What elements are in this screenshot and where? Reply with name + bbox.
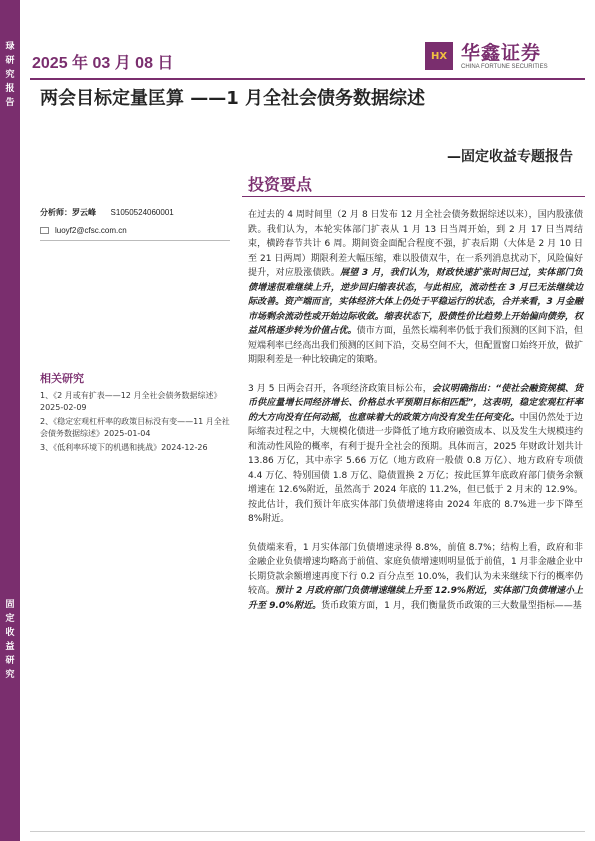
related-heading: 相关研究 [40, 372, 84, 385]
related-item[interactable]: 1、《2 月或有扩表——12 月全社会债务数据综述》2025-02-09 [40, 391, 222, 412]
sidebar-bottom-text: 固 定 收 益 研 究 [5, 600, 15, 680]
section-divider [242, 196, 585, 197]
related-item[interactable]: 2、《稳定宏观杠杆率的政策目标没有变——11 月全社会债务数据综述》2025-01-04 [40, 417, 230, 438]
report-title: 两会目标定量匡算 ——1 月全社会债务数据综述 [40, 88, 426, 109]
paragraph-1: 在过去的 4 周时间里（2 月 8 日发布 12 月全社会债务数据综述以来），国内股涨债跌。我们认为，本轮实体部门扩表从 1 月 13 日当周开始，到 2 月 17 日当周结束，横跨春节共计 6 周。期间资金面配合程度不强，扩表后期（大体是 2 月 10 日至 21 日两周）期限利差大幅压缩，难以股债双牛，在一系列消息扰动下，风险偏好提升，对应股涨债跌。展望 3 月，我们认为，财政快速扩张时间已过，实体部门负债增速很难继续上升，逆步回归缩表状态，与此相应，流动性在 3 月已无法继续边际改善。资产端而言，实体经济大体上仍处于平稳运行的状态，合并来看，3 月金融市场剩余流动性或开始边际收敛。缩表状态下，股债性价比趋势上开始偏向债券，权益风格逐步转为价值占优。债市方面，虽然长端利率仍低于我们预测的区间下沿，但短端利率已经高出我们预测的区间下沿，交易空间不大，但配置窗口始终开放，做扩期限利差是一种比较确定的策略。 [248, 210, 583, 365]
body-text [248, 208, 583, 627]
logo-mark-icon: HX [425, 42, 453, 70]
email-icon [40, 227, 49, 234]
logo-name-en: CHINA FORTUNE SECURITIES [461, 64, 548, 70]
analyst-divider [40, 240, 230, 241]
company-logo [425, 38, 585, 78]
left-sidebar [0, 0, 20, 841]
section-heading: 投资要点 [248, 175, 313, 194]
paragraph-3: 负债端来看，1 月实体部门负债增速录得 8.8%，前值 8.7%；结构上看，政府和非金融企业负债增速均略高于前值、家庭负债增速则明显低于前值，1 月非金融企业中长期贷款余额增速再度下行 0.2 百分点至 10.0%，我们认为未来继续下行的概率仍较高。预计 2 月政府部门负债增速继续上升至 12.9%附近，实体部门负债增速小上升至 9.0%附近。货币政策方面，1 月，我们衡量货币政策的三大数量型指标——基 [248, 542, 583, 611]
analyst-name: 分析师：罗云峰 [40, 208, 96, 217]
report-subtitle: —固定收益专题报告 [447, 149, 573, 165]
related-research [40, 370, 235, 456]
footer-divider [30, 831, 585, 832]
related-item[interactable]: 3、《低利率环境下的机遇和挑战》2024-12-26 [40, 443, 208, 452]
sidebar-top-text: 琭 研 究 报 告 [5, 42, 15, 108]
paragraph-2: 3 月 5 日两会召开，各项经济政策目标公布，会议明确指出：“使社会融资规模、货币供应量增长同经济增长、价格总水平预期目标相匹配”，这表明，稳定宏观杠杆率的大方向没有任何动摇，也意味着大的政策方向没有发生任何变化。中国仍然处于边际缩表过程之中，大规模化债进一步降低了地方政府融资成本、以及发生大规模违约和流动性风险的概率，有利于提升全社会的预期。具体而言，2025 年财政计划共计 13.86 万亿，其中赤字 5.66 万亿（地方政府一般债 0.8 万亿）、地方政府专项债 4.4 万亿、特别国债 1.8 万亿、隐债置换 2 万亿；按此匡算年底政府部门债务余额增速在 12.6%附近，虽然高于 2024 年底的 11.2%，但已低于 2 月末的 12.9%。按此估计，我们预计年底实体部门负债增速将由 2024 年底的 8.7%进一步下降至 8%附近。 [248, 383, 583, 524]
analyst-cert: S1050524060001 [110, 208, 174, 217]
analyst-email[interactable]: luoyf2@cfsc.com.cn [55, 226, 127, 235]
analyst-info [40, 207, 230, 235]
logo-name-cn: 华鑫证券 [461, 42, 542, 64]
header-divider [30, 78, 585, 80]
report-date: 2025 年 03 月 08 日 [32, 55, 174, 72]
